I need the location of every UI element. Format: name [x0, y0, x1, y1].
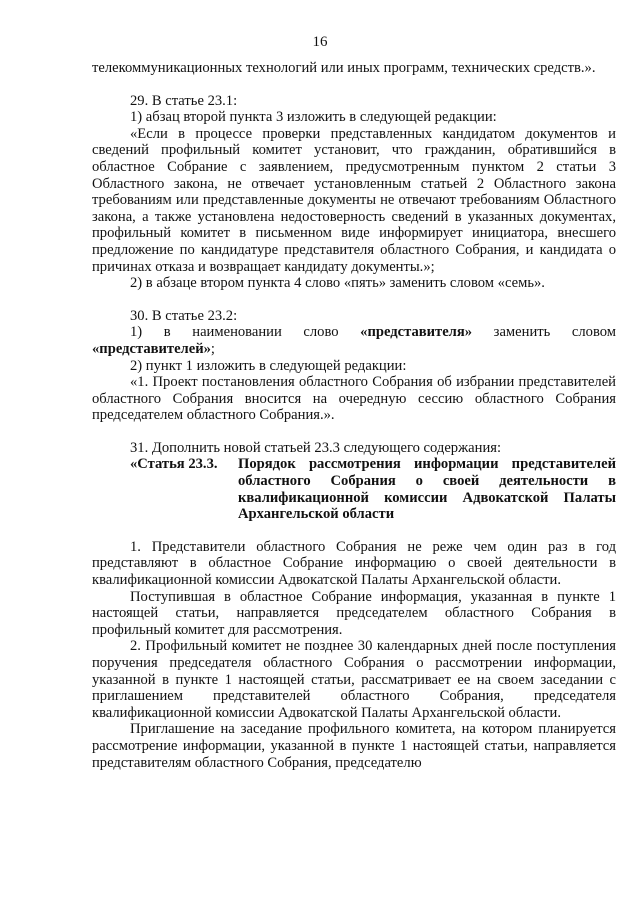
item-29-subitem-2: 2) в абзаце втором пункта 4 слово «пять» заменить словом «семь». [130, 275, 545, 292]
item-29-quote: «Если в процессе проверки представленных кандидатом документов и сведений профильный комитет установит, что гражданин, обратившийся в областное Собрание с заявлением, предусмотренным пунктом 2 статьи 3 Областного закона, не отвечает установленным статьей 2 Областного закона требованиям или представленные документы не отвечают требованиям Областного закона, а также установлена недостоверность сведений в указанных документах, профильный комитет в письменном виде информирует инициатора, внесшего предложение по кандидатуре представителя областного Собрания, и кандидата о причинах отказа и возвращает кандидату документы.»; [92, 125, 616, 275]
page-number: 16 [312, 34, 328, 50]
article-heading [92, 456, 616, 522]
document-body [92, 60, 616, 771]
item-30-subitem-1: 1) в наименовании слово «представителя» заменить словом «представителей»; [92, 324, 616, 357]
item-30-subitem-2: 2) пункт 1 изложить в следующей редакции: [130, 357, 407, 374]
item-29-subitem-1: 1) абзац второй пункта 3 изложить в следующей редакции: [130, 109, 497, 126]
bold-word-representatives: «представителей» [92, 340, 211, 357]
continued-paragraph: телекоммуникационных технологий или иных программ, технических средств.». [92, 60, 596, 76]
item-31-heading: 31. Дополнить новой статьей 23.3 следующего содержания: [130, 439, 502, 456]
article-paragraph-3: 2. Профильный комитет не позднее 30 календарных дней после поступления поручения председателя областного Собрания о рассмотрении информации, указанной в пункте 1 настоящей статьи, рассматривает ее на своем заседании с приглашением представителей областного Собрания, председателя квалификационной комиссии Адвокатской Палаты Архангельской области. [92, 638, 616, 721]
item-29-heading: 29. В статье 23.1: [130, 92, 238, 109]
item-30-quote: «1. Проект постановления областного Собрания об избрании представителей областного Собрания вносится на очередную сессию областного Собрания председателем областного Собрания.». [92, 374, 616, 424]
article-paragraph-1: 1. Представители областного Собрания не реже чем один раз в год представляют в областное Собрание информацию о своей деятельности в квалификационной комиссии Адвокатской Палаты Архангельской области. [92, 538, 616, 589]
item-30-heading: 30. В статье 23.2: [130, 307, 238, 324]
article-number: «Статья 23.3. [130, 456, 218, 473]
article-paragraph-4: Приглашение на заседание профильного комитета, на котором планируется рассмотрение информации, указанной в пункте 1 настоящей статьи, направляется представителям областного Собрания, председателю [92, 721, 616, 771]
bold-word-representative: «представителя» [360, 324, 473, 341]
article-title: Порядок рассмотрения информации представителей областного Собрания о своей деятельности в квалификационной комиссии Адвокатской Палаты Архангельской области [238, 456, 616, 523]
article-paragraph-2: Поступившая в областное Собрание информация, указанная в пункте 1 настоящей статьи, направляется председателем областного Собрания в профильный комитет для рассмотрения. [92, 588, 616, 638]
